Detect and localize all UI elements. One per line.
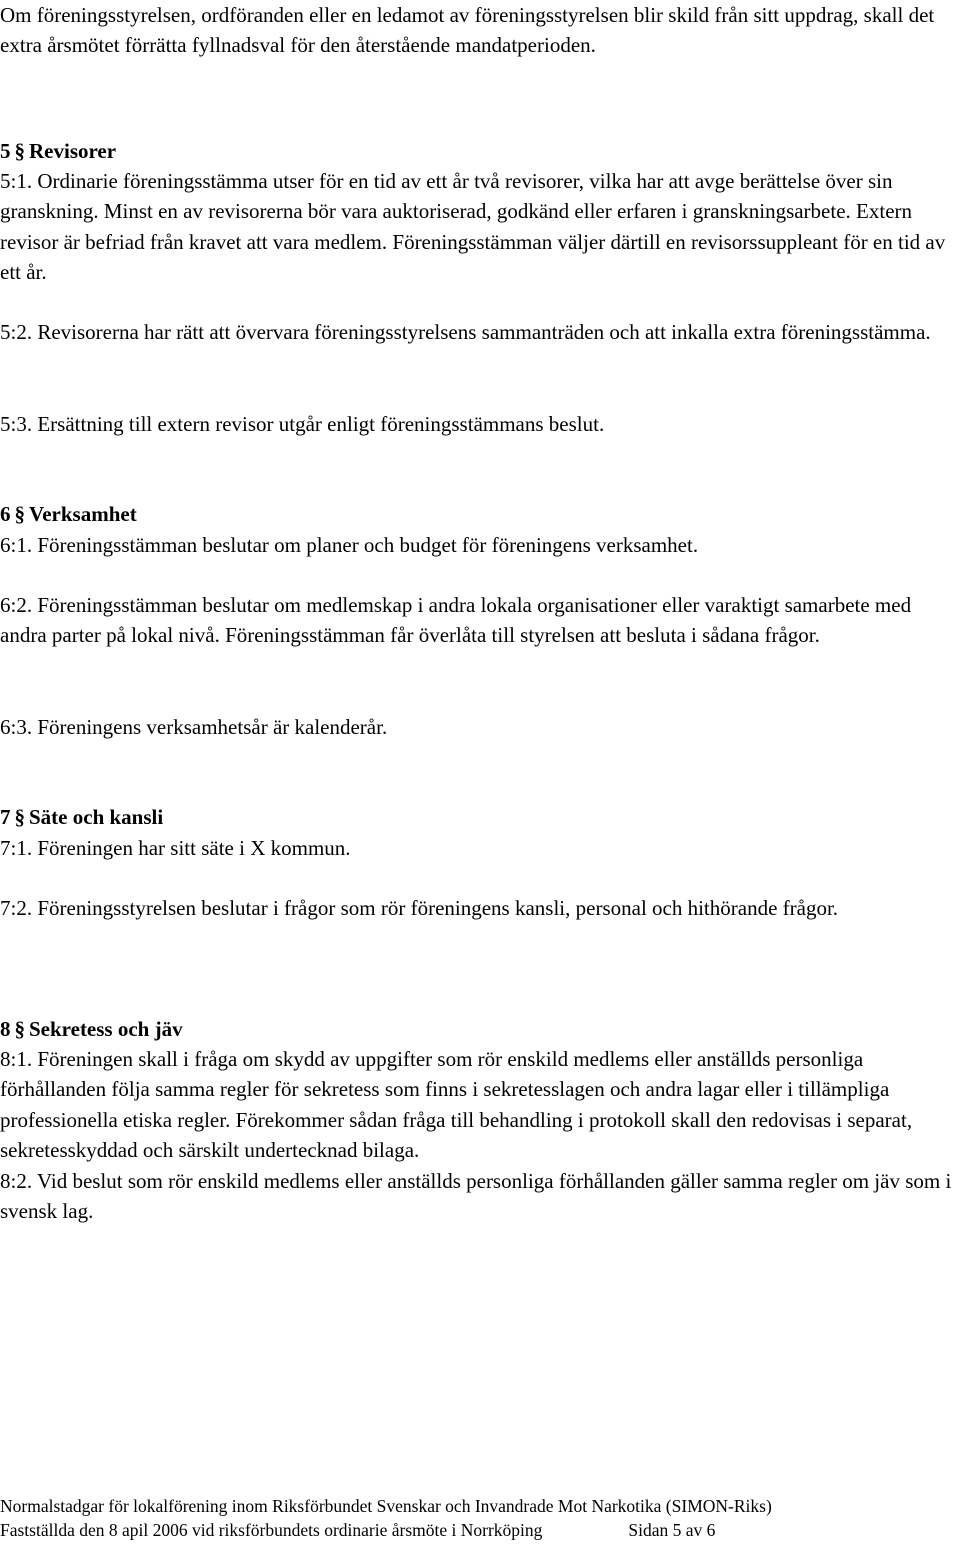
footer-adoption-text: Fastställda den 8 apil 2006 vid riksförbundets ordinarie årsmöte i Norrköping <box>0 1520 543 1540</box>
paragraph-5-2: 5:2. Revisorerna har rätt att övervara föreningsstyrelsens sammanträden och att inkalla extra föreningsstämma. <box>0 320 931 344</box>
footer-title: Normalstadgar för lokalförening inom Riksförbundet Svenskar och Invandrade Mot Narkotika (SIMON-Riks) <box>0 1496 772 1516</box>
section-heading-8: 8 § Sekretess och jäv <box>0 1014 183 1044</box>
section-sign: § <box>14 1017 25 1041</box>
paragraph-8-1: 8:1. Föreningen skall i fråga om skydd av uppgifter som rör enskild medlems eller anställds personliga förhållanden följa samma regler för sekretess som finns i sekretesslagen och andra lagar eller i tillämpliga professionella etiska regler. Förekommer sådan fråga till behandling i protokoll skall den redovisas i separat, sekretesskyddad och särskilt undertecknad bilaga. <box>0 1047 913 1163</box>
paragraph-5-1: 5:1. Ordinarie föreningsstämma utser för en tid av ett år två revisorer, vilka har att avge berättelse över sin granskning. Minst en av revisorerna bör vara auktoriserad, godkänd eller erfaren i granskningsarbete. Extern revisor är befriad från kravet att vara medlem. Föreningsstämman väljer därtill en revisorssuppleant för en tid av ett år. <box>0 169 946 285</box>
section-title: Revisorer <box>29 139 117 163</box>
paragraph-7-2: 7:2. Föreningsstyrelsen beslutar i frågor som rör föreningens kansli, personal och hithörande frågor. <box>0 896 839 920</box>
paragraph-6-1: 6:1. Föreningsstämman beslutar om planer och budget för föreningens verksamhet. <box>0 533 699 557</box>
section-title: Verksamhet <box>29 502 137 526</box>
paragraph-6-2: 6:2. Föreningsstämman beslutar om medlemskap i andra lokala organisationer eller varaktigt samarbete med andra parter på lokal nivå. Föreningsstämman får överlåta till styrelsen att besluta i sådana frågor. <box>0 593 912 648</box>
paragraph-8-2: 8:2. Vid beslut som rör enskild medlems eller anställds personliga förhållanden gäller samma regler om jäv som i svensk lag. <box>0 1169 952 1224</box>
section-sign: § <box>14 502 25 526</box>
section-title: Sekretess och jäv <box>29 1017 183 1041</box>
paragraph-6-3: 6:3. Föreningens verksamhetsår är kalenderår. <box>0 715 388 739</box>
section-title: Säte och kansli <box>29 805 164 829</box>
section-heading-7: 7 § Säte och kansli <box>0 802 163 832</box>
intro-paragraph: Om föreningsstyrelsen, ordföranden eller en ledamot av föreningsstyrelsen blir skild från sitt uppdrag, skall det extra årsmötet förrätta fyllnadsval för den återstående mandatperioden. <box>0 3 935 58</box>
paragraph-5-3: 5:3. Ersättning till extern revisor utgår enligt föreningsstämmans beslut. <box>0 412 605 436</box>
section-heading-5: 5 § Revisorer <box>0 136 116 166</box>
section-sign: § <box>14 139 25 163</box>
page-footer <box>0 1494 960 1542</box>
section-sign: § <box>14 805 25 829</box>
page-number: Sidan 5 av 6 <box>628 1520 716 1540</box>
footer-adoption-line <box>0 1518 960 1542</box>
paragraph-7-1: 7:1. Föreningen har sitt säte i X kommun. <box>0 836 351 860</box>
section-heading-6: 6 § Verksamhet <box>0 499 137 529</box>
